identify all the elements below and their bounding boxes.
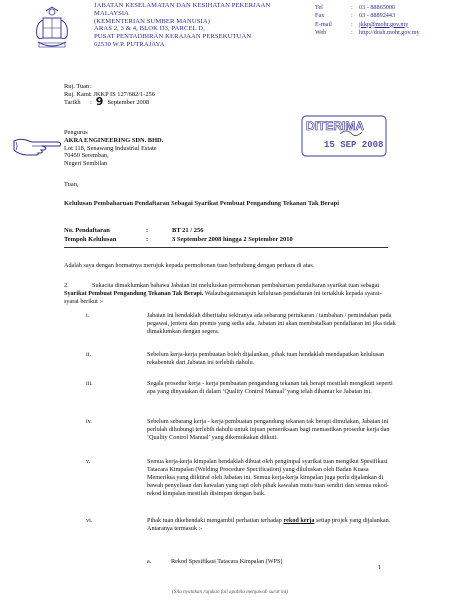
tarikh-label: Tarikh bbox=[64, 99, 81, 106]
ruj-kami-label: Ruj. Kami bbox=[64, 91, 91, 98]
org-name-line1: JABATAN KESELAMATAN DAN KESIHATAN PEKERJAAN bbox=[94, 2, 271, 9]
tarikh-colon: : bbox=[90, 99, 92, 106]
stamp-label: DITERIMA bbox=[306, 119, 364, 133]
sub-item-text: Rekod Spesifikasi Tatacara Kimpalan (WPS) bbox=[171, 558, 283, 565]
condition-number: iii. bbox=[86, 380, 93, 387]
registration-no-label: No. Pendaftaran bbox=[64, 227, 110, 234]
condition-text-emphasis: rekod kerja bbox=[283, 517, 315, 524]
reference-block bbox=[64, 83, 155, 107]
colon: : bbox=[146, 227, 149, 234]
letterhead-organization bbox=[94, 2, 304, 49]
paragraph-2-text: Sukacita dimaklumkan bahawa Jabatan ini meluluskan permohonan pembaharuan pendaftaran syarikat tuan sebagai bbox=[92, 282, 380, 289]
paragraph-1: Adalah saya dengan hormatnya merujuk kepada permohonan tuan berhubung dengan perkara di atas. bbox=[64, 262, 315, 269]
footer-note: (Sila nyatakan rujukan fail apabila menjawab surat ini) bbox=[172, 589, 288, 595]
letterhead-contacts bbox=[315, 4, 445, 37]
paragraph-number: 2. bbox=[64, 282, 69, 289]
sub-item-label: a. bbox=[147, 558, 152, 565]
colon: : bbox=[146, 235, 149, 243]
web-link[interactable]: http://dosh.mohr.gov.my bbox=[359, 28, 420, 36]
org-address-line1: ARAS 2, 3 & 4, BLOK D3, PARCEL D, bbox=[94, 25, 205, 33]
ruj-tuan-label: Ruj. Tuan bbox=[64, 83, 90, 90]
condition-text: Segala prosedur kerja - kerja pembuatan pengandung tekanan tak berapi mestilah mengikuti seperti apa yang dinyatakan di dalam ‘Quality Control Manual’ yang telah dihantar ke Jabatan ini. bbox=[147, 380, 393, 396]
ruj-tuan-value: : bbox=[90, 83, 92, 90]
email-link[interactable]: jkkp@mohr.gov.my bbox=[359, 20, 409, 28]
contact-label: Tel bbox=[315, 4, 323, 11]
condition-number: iv. bbox=[86, 418, 92, 425]
approval-period-value: 3 September 2008 hingga 2 September 2010 bbox=[172, 235, 293, 243]
condition-text-end: setiap projek yang dijalankan. Antaranya termasuk :- bbox=[147, 517, 391, 533]
recipient-address bbox=[64, 129, 163, 168]
condition-text-start: Pihak tuan dikehendaki mengambil perhatian terhadap bbox=[147, 517, 284, 524]
paragraph-2 bbox=[64, 282, 394, 306]
malaysia-crest-icon bbox=[32, 6, 72, 52]
contact-value: 03 - 88892443 bbox=[359, 12, 396, 20]
paragraph-2-bold: Syarikat Pembuat Pengandung Tekanan Tak Berapi. bbox=[64, 290, 204, 298]
paragraph-2-text-end: Walaubagaimanapun kelulusan pendaftaran ini tertakluk kepada syarat-syarat berikut :- bbox=[64, 290, 382, 306]
condition-text: Sebelum kerja-kerja pembuatan boleh dijalankan, pihak tuan hendaklah mendapatkan kelulusan rekabentuk dari Jabatan ini terlebih dahulu. bbox=[147, 351, 385, 367]
org-address-line2: PUSAT PENTADBIRAN KERAJAAN PERSEKUTUAN bbox=[94, 33, 252, 41]
org-address-line3: 62530 W.P. PUTRAJAYA bbox=[94, 40, 165, 48]
contact-label: Web bbox=[315, 28, 327, 36]
recipient-addr2: 70450 Seremban, bbox=[64, 152, 109, 160]
contact-web: Web : http://dosh.mohr.gov.my bbox=[315, 29, 445, 37]
registration-meta bbox=[64, 227, 293, 244]
contact-fax: Fax : 03 - 88892443 bbox=[315, 12, 445, 20]
page-number: 1 bbox=[378, 564, 382, 571]
condition-text: Sebelum sebarang kerja - kerja pembuatan pengandung tekanan tak berapi dimulakan, Jabatan ini perlulah dihubungi terlebih dahulu untuk tujuan pemeriksaan bagi memastikan prosedur kerja dan ‘Quality Control Manual’ yang dikemukakan diikuti. bbox=[147, 418, 390, 442]
condition-number: vi. bbox=[86, 517, 93, 524]
contact-label: Fax bbox=[315, 12, 325, 20]
condition-number: i. bbox=[86, 312, 90, 319]
handwritten-date-day: 9 bbox=[95, 95, 104, 108]
ruj-kami-value: : JKKP IS 127/682/1-256 bbox=[90, 91, 155, 98]
recipient-addr3: Negeri Sembilan bbox=[64, 160, 108, 168]
condition-number: v. bbox=[86, 458, 91, 465]
approval-period-label: Tempoh Kelulusan bbox=[64, 235, 117, 243]
contact-value: 03 - 88865000 bbox=[359, 4, 396, 11]
received-stamp bbox=[300, 114, 388, 160]
tarikh-month-year: September 2008 bbox=[107, 99, 150, 106]
contact-tel: Tel : 03 - 88865000 bbox=[315, 4, 445, 12]
contact-email: E-mail : jkkp@mohr.gov.my bbox=[315, 21, 445, 29]
stamp-date: 15 SEP 2008 bbox=[324, 140, 384, 150]
sub-item-a bbox=[147, 558, 387, 566]
divider bbox=[64, 247, 388, 248]
subject-heading: Kelulusan Pembaharuan Pendaftaran Sebagai Syarikat Pembuat Pengandung Tekanan Tak Berapi bbox=[64, 200, 340, 207]
org-ministry: (KEMENTERIAN SUMBER MANUSIA) bbox=[94, 17, 210, 25]
condition-text bbox=[147, 517, 397, 533]
condition-text: Semua kerja-kerja kimpalan hendaklah dibuat oleh pengimpal syarikat tuan mengikut Spesifikasi Tatacara Kimpalan (Welding Procedure Specification) yang diluluskan oleh Badan Kuasa Memeriksa yang diiktiraf oleh Jabatan ini. Semua kerja-kerja kimpalan juga perlu dijalankan di bawah penyeliaan dan kawalan yang rapi oleh pihak kawalan mutu tuan sendiri dan semua rekod-rekod kimpalan mestilah disimpan dengan baik. bbox=[147, 458, 389, 498]
recipient-title: Pengurus bbox=[64, 129, 88, 136]
recipient-addr1: Lot 118, Senawang Industrial Estate bbox=[64, 144, 157, 152]
contact-label: E-mail bbox=[315, 20, 332, 28]
condition-number: ii. bbox=[86, 351, 91, 358]
recipient-company: AKRA ENGINEERING SDN. BHD. bbox=[64, 136, 164, 144]
registration-no-value: BT 21 / 256 bbox=[172, 227, 204, 234]
pointing-hand-icon bbox=[12, 132, 64, 158]
org-name-line2: MALAYSIA bbox=[94, 9, 129, 17]
salutation: Tuan, bbox=[64, 181, 79, 188]
condition-text: Jabatan ini hendaklah diberitahu sekiranya ada sebarang pertukaran / tambahan / pemindahan pada pegawai, jentera dan premis yang sedia ada. Jabatan ini akan membatalkan pendaftaran ini jika tidak dimaklumkan dengan segera. bbox=[147, 312, 396, 336]
